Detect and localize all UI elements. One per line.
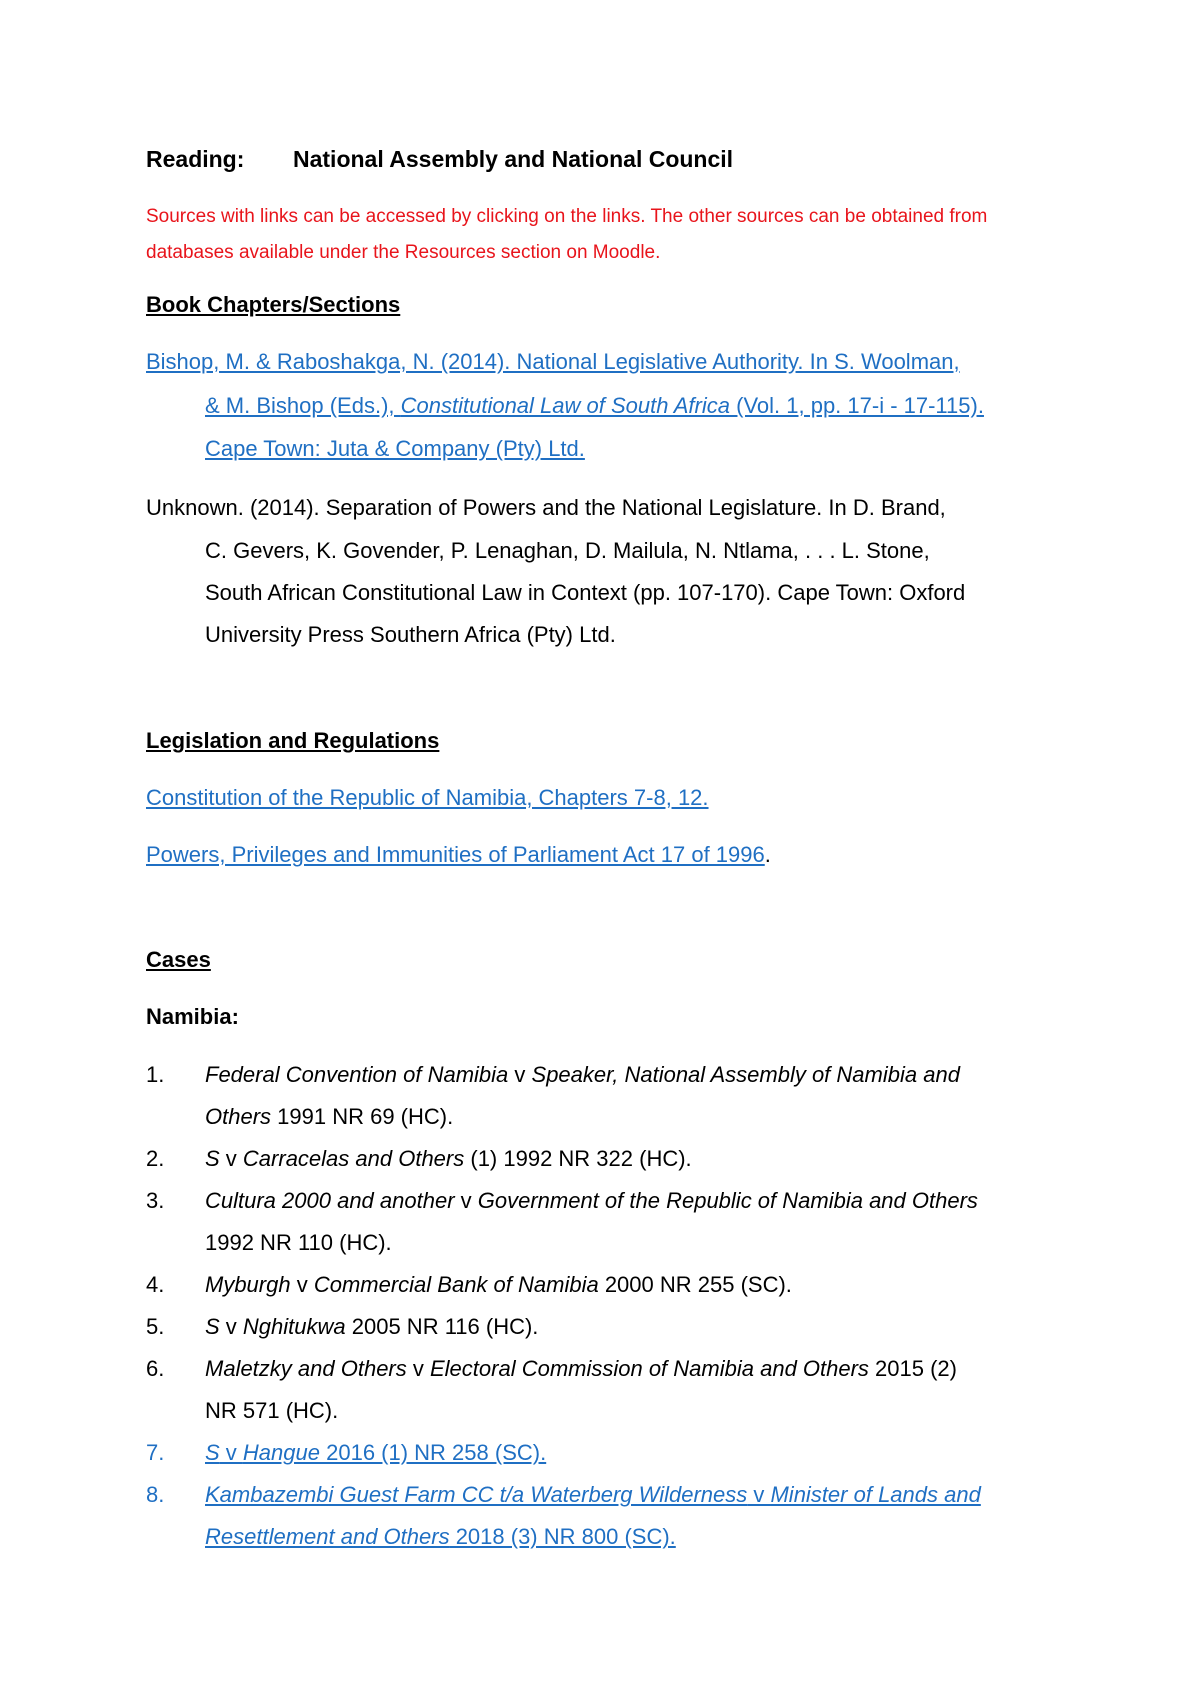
powers-act-item bbox=[146, 842, 771, 868]
case-1-party-b-cont: Others bbox=[205, 1104, 272, 1129]
case-5-line1 bbox=[205, 1314, 538, 1340]
case-6-versus: v bbox=[406, 1356, 430, 1381]
case-7-party-a[interactable]: S bbox=[205, 1440, 220, 1465]
bishop-ref-line2[interactable] bbox=[205, 393, 984, 419]
unknown-ref-line2: C. Gevers, K. Govender, P. Lenaghan, D. Mailula, N. Ntlama, . . . L. Stone, bbox=[205, 538, 930, 563]
bishop-ref-line1[interactable]: Bishop, M. & Raboshakga, N. (2014). National Legislative Authority. In S. Woolman, bbox=[146, 349, 960, 374]
case-7-citation[interactable]: 2016 (1) NR 258 (SC). bbox=[320, 1440, 547, 1465]
title-text: National Assembly and National Council bbox=[293, 146, 734, 172]
case-3-party-b: Government of the Republic of Namibia and Others bbox=[477, 1188, 978, 1213]
case-1-citation: 1991 NR 69 (HC). bbox=[271, 1104, 454, 1129]
cases-heading: Cases bbox=[146, 947, 211, 972]
case-7-link[interactable] bbox=[205, 1440, 546, 1466]
case-1-versus: v bbox=[508, 1062, 532, 1087]
case-8-link-line1[interactable] bbox=[205, 1482, 981, 1508]
bishop-reference-link[interactable] bbox=[146, 349, 1006, 375]
case-8-party-b[interactable]: Minister of Lands and bbox=[770, 1482, 981, 1507]
page-title bbox=[146, 146, 733, 173]
case-6-line1 bbox=[205, 1356, 957, 1382]
case-8-citation[interactable]: 2018 (3) NR 800 (SC). bbox=[449, 1524, 676, 1549]
case-4-versus: v bbox=[290, 1272, 314, 1297]
case-5-party-a: S bbox=[205, 1314, 220, 1339]
case-6-citation-start: 2015 (2) bbox=[868, 1356, 957, 1381]
case-6-party-a: Maletzky and Others bbox=[205, 1356, 407, 1381]
unknown-ref-line3: South African Constitutional Law in Context (pp. 107-170). Cape Town: Oxford bbox=[205, 580, 966, 605]
case-4-party-b: Commercial Bank of Namibia bbox=[313, 1272, 599, 1297]
case-3-citation: 1992 NR 110 (HC). bbox=[205, 1230, 392, 1255]
case-8-party-a[interactable]: Kambazembi Guest Farm CC t/a Waterberg Wilderness bbox=[205, 1482, 748, 1507]
title-label: Reading: bbox=[146, 146, 245, 172]
case-4-party-a: Myburgh bbox=[205, 1272, 291, 1297]
case-4-citation: 2000 NR 255 (SC). bbox=[598, 1272, 792, 1297]
case-1-line2 bbox=[205, 1104, 453, 1130]
case-8-versus[interactable]: v bbox=[747, 1482, 771, 1507]
sources-note-line1: Sources with links can be accessed by clicking on the links. The other sources can be obtained from bbox=[146, 206, 988, 227]
bishop-ref-line3[interactable]: Cape Town: Juta & Company (Pty) Ltd. bbox=[205, 436, 585, 461]
case-1-party-a: Federal Convention of Namibia bbox=[205, 1062, 509, 1087]
case-1-party-b: Speaker, National Assembly of Namibia and bbox=[531, 1062, 960, 1087]
case-3-versus: v bbox=[454, 1188, 478, 1213]
bishop-ref-book-title[interactable]: Constitutional Law of South Africa bbox=[400, 393, 730, 418]
case-4-line1 bbox=[205, 1272, 792, 1298]
case-7-party-b[interactable]: Hangue bbox=[242, 1440, 320, 1465]
powers-act-period: . bbox=[764, 842, 771, 867]
namibia-subheading: Namibia: bbox=[146, 1004, 239, 1029]
legislation-heading: Legislation and Regulations bbox=[146, 728, 440, 753]
case-8-party-b-cont[interactable]: Resettlement and Others bbox=[205, 1524, 450, 1549]
case-2-party-a: S bbox=[205, 1146, 220, 1171]
case-3-line1 bbox=[205, 1188, 978, 1214]
case-2-party-b: Carracelas and Others bbox=[242, 1146, 465, 1171]
case-3-number: 3. bbox=[146, 1188, 165, 1213]
bishop-ref-line2c[interactable]: (Vol. 1, pp. 17-i - 17-115). bbox=[730, 393, 984, 418]
case-2-citation: (1) 1992 NR 322 (HC). bbox=[464, 1146, 692, 1171]
bishop-ref-line2a[interactable]: & M. Bishop (Eds.), bbox=[205, 393, 401, 418]
case-6-number: 6. bbox=[146, 1356, 165, 1381]
powers-act-link[interactable]: Powers, Privileges and Immunities of Parliament Act 17 of 1996 bbox=[146, 842, 765, 867]
case-8-link-line2[interactable] bbox=[205, 1524, 676, 1550]
case-5-citation: 2005 NR 116 (HC). bbox=[345, 1314, 539, 1339]
case-1-line1 bbox=[205, 1062, 1065, 1088]
case-3-party-a: Cultura 2000 and another bbox=[205, 1188, 455, 1213]
constitution-link[interactable]: Constitution of the Republic of Namibia, Chapters 7-8, 12. bbox=[146, 785, 709, 810]
case-5-party-b: Nghitukwa bbox=[242, 1314, 346, 1339]
case-7-number: 7. bbox=[146, 1440, 165, 1465]
case-2-versus: v bbox=[219, 1146, 243, 1171]
case-1-number: 1. bbox=[146, 1062, 165, 1087]
case-6-citation-end: NR 571 (HC). bbox=[205, 1398, 339, 1423]
case-4-number: 4. bbox=[146, 1272, 165, 1297]
case-6-party-b: Electoral Commission of Namibia and Others bbox=[429, 1356, 869, 1381]
case-5-number: 5. bbox=[146, 1314, 165, 1339]
case-2-line1 bbox=[205, 1146, 692, 1172]
unknown-ref-line1: Unknown. (2014). Separation of Powers and the National Legislature. In D. Brand, bbox=[146, 495, 946, 520]
unknown-ref-line4: University Press Southern Africa (Pty) Ltd. bbox=[205, 622, 616, 647]
case-5-versus: v bbox=[219, 1314, 243, 1339]
case-7-versus[interactable]: v bbox=[219, 1440, 243, 1465]
book-chapters-heading: Book Chapters/Sections bbox=[146, 292, 401, 317]
case-2-number: 2. bbox=[146, 1146, 165, 1171]
sources-note-line2: databases available under the Resources section on Moodle. bbox=[146, 242, 661, 263]
case-8-number: 8. bbox=[146, 1482, 165, 1507]
